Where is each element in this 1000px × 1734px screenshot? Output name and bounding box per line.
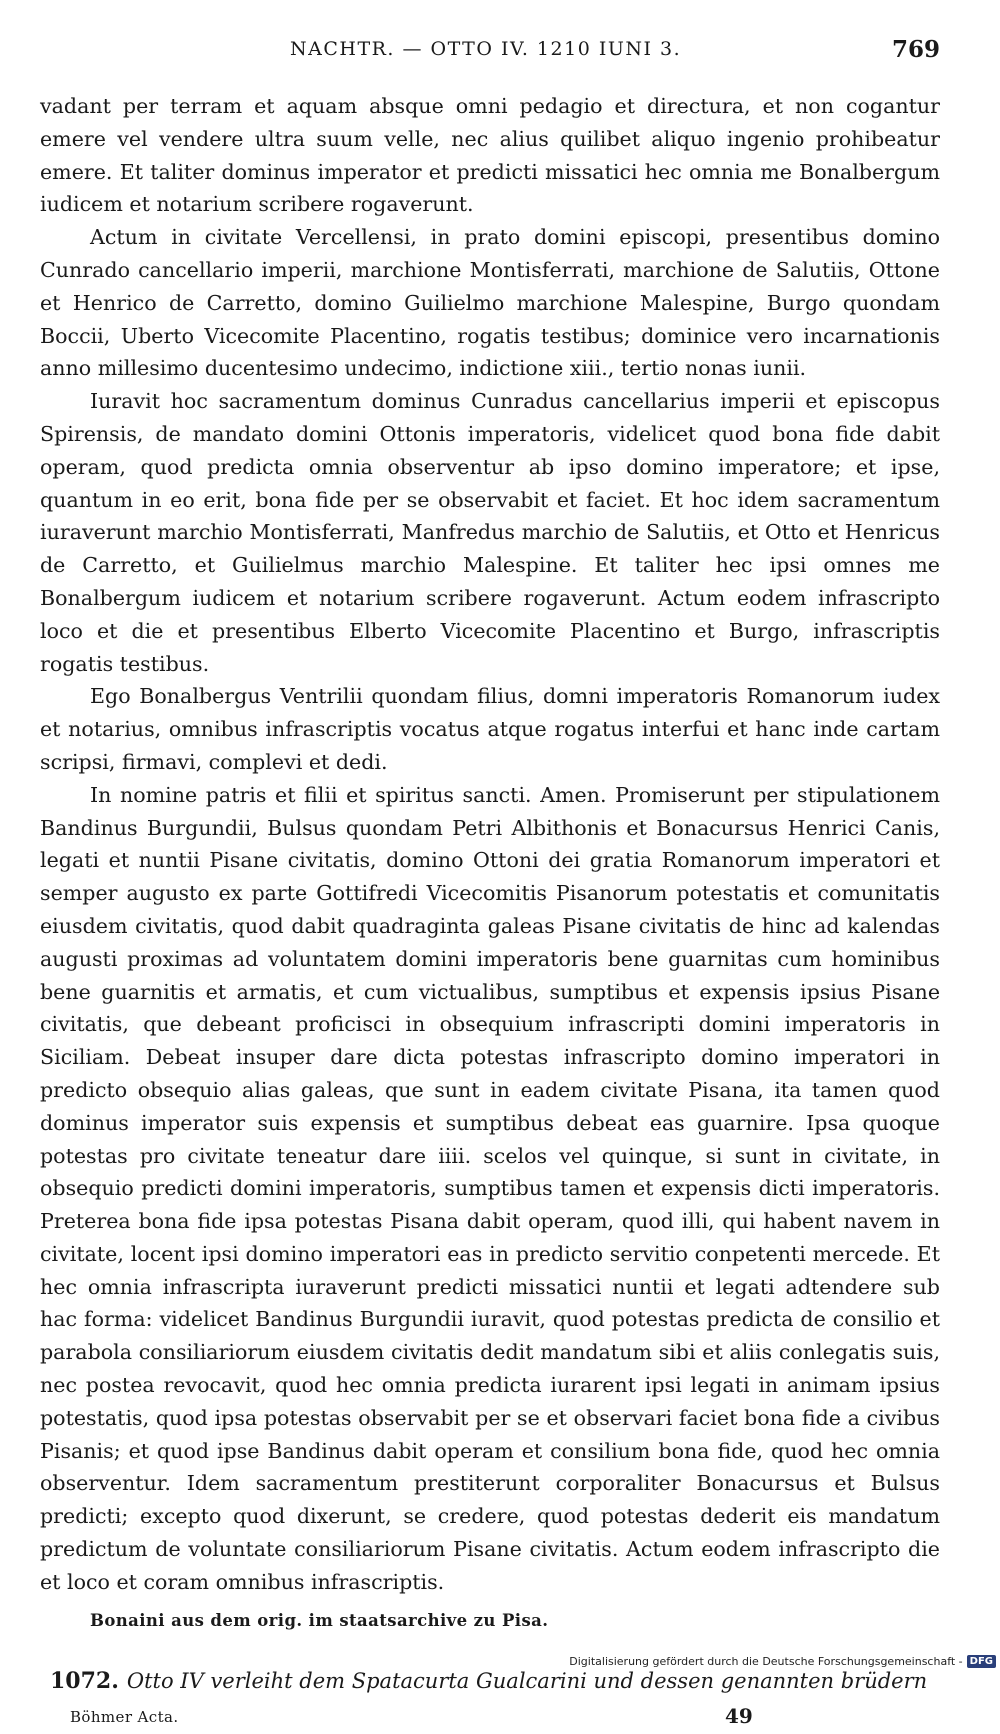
digitization-credit: [569, 1655, 996, 1668]
dfg-logo-icon: DFG: [967, 1655, 996, 1668]
entry-title: Otto IV verleiht dem Spatacurta Gualcarini und dessen genannten brüdern: [126, 1668, 928, 1693]
paragraph: In nomine patris et filii et spiritus sancti. Amen. Promiserunt per stipulationem Bandinus Burgundii, Bulsus quondam Petri Albithonis et Bonacursus Henrici Canis, legati et nuntii Pisane civitatis, domino Ottoni dei gratia Romanorum imperatori et semper augusto ex parte Gottifredi Vicecomitis Pisanorum potestatis et comunitatis eiusdem civitatis, quod dabit quadraginta galeas Pisane civitatis de hinc ad kalendas augusti proximas ad voluntatem domini imperatoris bene guarnitas cum hominibus bene guarnitis et armatis, et cum victualibus, sumptibus et expensis ipsius Pisane civitatis, que debeant proficisci in obsequium infrascripti domini imperatoris in Siciliam. Debeat insuper dare dicta potestas infrascripto domino imperatori in predicto obsequio alias galeas, que sunt in eadem civitate Pisana, ita tamen quod dominus imperator suis expensis et sumptibus debeat eas guarnire. Ipsa quoque potestas pro civitate teneatur dare iiii. scelos vel quinque, si sunt in civitate, in obsequio predicti domini imperatoris, sumptibus tamen et expensis dicti imperatoris. Preterea bona fide ipsa potestas Pisana dabit operam, quod illi, qui habent navem in civitate, locent ipsi domino imperatori eas in predicto servitio conpetenti mercede. Et hec omnia infrascripta iuraverunt predicti missatici nuntii et legati adtendere sub hac forma: videlicet Bandinus Burgundii iuravit, quod potestas predicta de consilio et parabola consiliariorum eiusdem civitatis dedit mandatum sibi et aliis conlegatis suis, nec postea revocavit, quod hec omnia predicta iurarent ipsi legati in animam ipsius potestatis, quod ipsa potestas observabit per se et observari faciet bona fide a civibus Pisanis; et quod ipse Bandinus dabit operam et consilium bona fide, quod hec omnia observentur. Idem sacramentum prestiterunt corporaliter Bonacursus et Bulsus predicti; excepto quod dixerunt, se credere, quod potestas dederit eis mandatum predictum de voluntate consiliariorum Pisane civitatis. Actum eodem infrascripto die et loco et coram omnibus infrascriptis.: [40, 782, 940, 1594]
paragraph: Iuravit hoc sacramentum dominus Cunradus cancellarius imperii et episcopus Spirensis, de mandato domini Ottonis imperatoris, videlicet quod bona fide dabit operam, quod predicta omnia observentur ab ipso domino imperatore; et ipse, quantum in eo erit, bona fide per se observabit et faciet. Et hoc idem sacramentum iuraverunt marchio Montisferrati, Manfredus marchio de Salutiis, et Otto et Henricus de Carretto, et Guilielmus marchio Malespine. Et taliter hec ipsi omnes me Bonalbergum iudicem et notarium scribere rogaverunt. Actum eodem infrascripto loco et die et presentibus Elberto Vicecomite Placentino et Burgo, infrascriptis rogatis testibus.: [40, 389, 940, 676]
paragraph: Ego Bonalbergus Ventrilii quondam filius, domni imperatoris Romanorum iudex et notarius, omnibus infrascriptis vocatus atque rogatus interfui et hanc inde cartam scripsi, firmavi, complevi et dedi.: [40, 684, 940, 774]
paragraph: vadant per terram et aquam absque omni pedagio et directura, et non cogantur emere vel vendere ultra suum velle, nec alius quilibet aliquo ingenio prohibeatur emere. Et taliter dominus imperator et predicti missatici hec omnia me Bonalbergum iudicem et notarium scribere rogaverunt.: [40, 94, 940, 217]
credit-text: Digitalisierung gefördert durch die Deutsche Forschungsgemeinschaft -: [569, 1655, 963, 1668]
source-note: Bonaini aus dem orig. im staatsarchive zu Pisa.: [90, 1610, 549, 1630]
paragraph: Actum in civitate Vercellensi, in prato domini episcopi, presentibus domino Cunrado cancellario imperii, marchione Montisferrati, marchione de Salutiis, Ottone et Henrico de Carretto, domino Guilielmo marchione Malespine, Burgo quondam Boccii, Uberto Vicecomite Placentino, rogatis testibus; dominice vero incarnationis anno millesimo ducentesimo undecimo, indictione xiii., tertio nonas iunii.: [40, 225, 940, 381]
entry-number: 1072.: [50, 1667, 119, 1694]
page-number: 769: [891, 36, 940, 63]
document-page: [40, 30, 940, 1734]
document-body: [40, 90, 940, 1599]
sheet-number: 49: [725, 1703, 753, 1728]
next-entry-heading: [40, 1668, 940, 1694]
page-footer: [40, 1704, 940, 1734]
page-header: [40, 30, 940, 66]
printer-signature: Böhmer Acta.: [70, 1707, 179, 1726]
running-title: NACHTR. — OTTO IV. 1210 IUNI 3.: [290, 38, 682, 60]
